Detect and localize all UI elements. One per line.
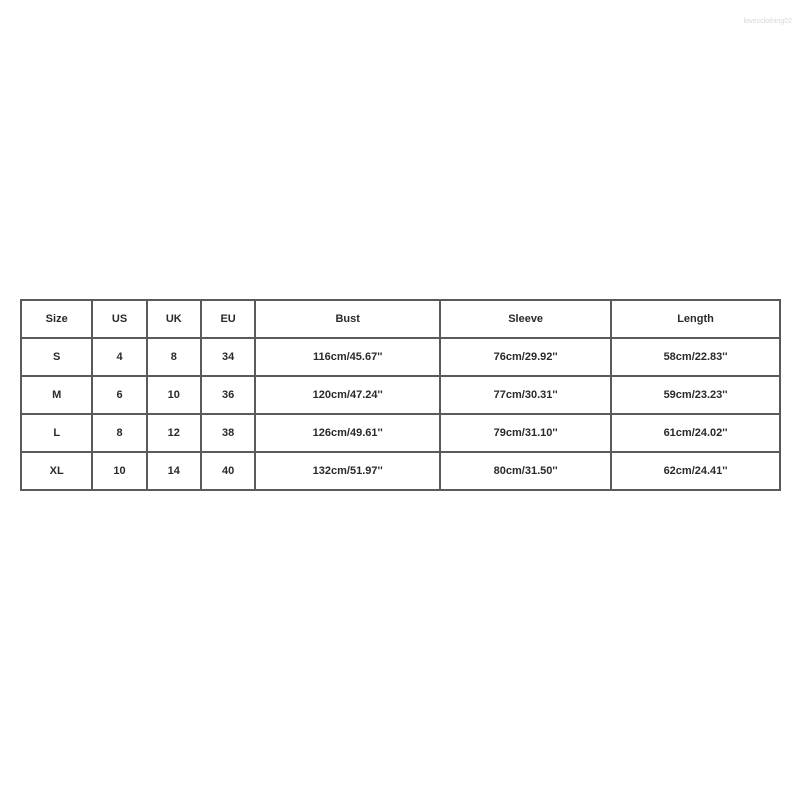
cell-uk: 10 [147, 376, 201, 414]
cell-bust: 116cm/45.67'' [255, 338, 440, 376]
cell-length: 58cm/22.83'' [611, 338, 780, 376]
cell-uk: 12 [147, 414, 201, 452]
cell-sleeve: 79cm/31.10'' [440, 414, 611, 452]
table-header-row [21, 300, 780, 338]
cell-eu: 38 [201, 414, 255, 452]
table-row [21, 376, 780, 414]
cell-size: M [21, 376, 92, 414]
header-eu: EU [201, 300, 255, 338]
cell-sleeve: 77cm/30.31'' [440, 376, 611, 414]
cell-us: 8 [92, 414, 146, 452]
header-us: US [92, 300, 146, 338]
table-row [21, 338, 780, 376]
cell-bust: 126cm/49.61'' [255, 414, 440, 452]
cell-size: L [21, 414, 92, 452]
cell-eu: 40 [201, 452, 255, 490]
cell-eu: 34 [201, 338, 255, 376]
header-size: Size [21, 300, 92, 338]
header-sleeve: Sleeve [440, 300, 611, 338]
cell-us: 10 [92, 452, 146, 490]
table-row [21, 452, 780, 490]
cell-size: S [21, 338, 92, 376]
table-row [21, 414, 780, 452]
cell-bust: 132cm/51.97'' [255, 452, 440, 490]
cell-length: 59cm/23.23'' [611, 376, 780, 414]
header-length: Length [611, 300, 780, 338]
cell-length: 61cm/24.02'' [611, 414, 780, 452]
cell-bust: 120cm/47.24'' [255, 376, 440, 414]
cell-us: 4 [92, 338, 146, 376]
cell-uk: 8 [147, 338, 201, 376]
header-bust: Bust [255, 300, 440, 338]
cell-sleeve: 80cm/31.50'' [440, 452, 611, 490]
cell-us: 6 [92, 376, 146, 414]
cell-length: 62cm/24.41'' [611, 452, 780, 490]
cell-eu: 36 [201, 376, 255, 414]
size-chart-table [20, 299, 781, 491]
watermark-text: lovecclothing02 [743, 18, 792, 25]
cell-sleeve: 76cm/29.92'' [440, 338, 611, 376]
cell-size: XL [21, 452, 92, 490]
header-uk: UK [147, 300, 201, 338]
cell-uk: 14 [147, 452, 201, 490]
